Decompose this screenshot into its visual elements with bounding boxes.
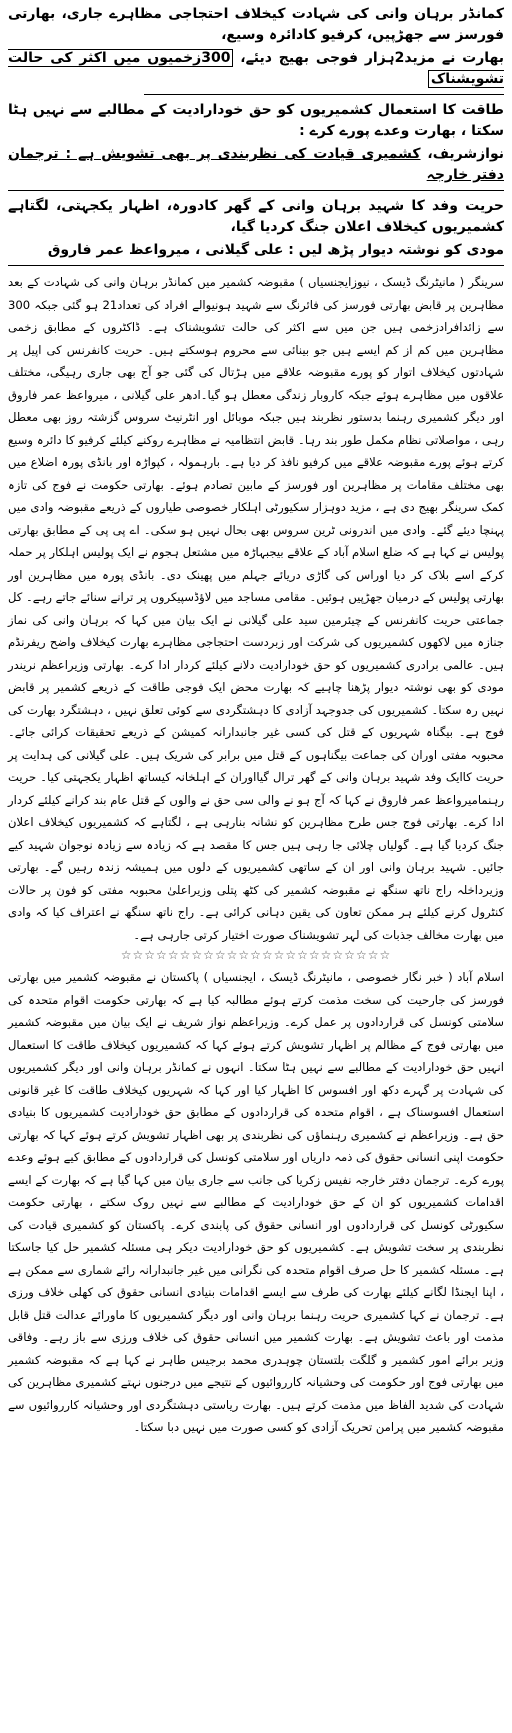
headline-1-line-2-text: بھارت نے مزید2ہزار فوجی بھیج دیئے، bbox=[240, 50, 505, 66]
headline-block-1 bbox=[8, 4, 504, 90]
headline-1-line-1: کمانڈر برہان وانی کی شہادت کیخلاف احتجاجی مظاہرے جاری، بھارتی فورسز سے جھڑپیں، کرفیو کادائرہ وسیع، bbox=[8, 6, 504, 43]
headline-1-line-2 bbox=[8, 48, 504, 90]
divider bbox=[8, 190, 504, 191]
divider bbox=[8, 265, 504, 266]
headline-2-line-2-text: نوازشریف، bbox=[427, 146, 504, 162]
headline-3-line-1: حریت وفد کا شہید برہان وانی کے گھر کادورہ، اظہار یکجہتی، لگتاہے کشمیریوں کیخلاف اعلان جنگ کردیا گیا، bbox=[8, 198, 504, 235]
article-body-1: سرینگر ( مانیٹرنگ ڈیسک ، نیوزایجنسیاں ) مقبوضہ کشمیر میں کمانڈر برہان وانی کی شہادت کے بعد مظاہرین پر قابض بھارتی فورسز کی فائرنگ سے شہید ہونیوالے افراد کی تعداد21 ہو گئی جبکہ 300 سے زائدافرادزخمی ہیں جن میں سے اکثر کی حالت تشویشناک ہے۔ ڈاکٹروں کے مطابق زخمی مظاہرین میں کم از کم ایسے ہیں جو بینائی سے محروم ہوسکتے ہیں۔ حریت کانفرنس کی اپیل پر شہادتوں کیخلاف اتوار کو پورے مقبوضہ علاقے میں ہڑتال کی گئی جو آج بھی جاری رہیگی، مختلف علاقوں میں مظاہرے ہوئے جبکہ کاروبار زندگی معطل ہو گیا۔ادھر علی گیلانی ، میرواعظ عمر فاروق اور دیگر کشمیری رہنما بدستور نظربند ہیں جبکہ موبائل اور انٹرنیٹ سروس گزشتہ روز بھی معطل رہی ، مواصلاتی نظام مکمل طور بند رہا۔ قابض انتظامیہ نے مظاہرے روکنے کیلئے کرفیو کا دائرہ وسیع کرتے ہوئے پورے مقبوضہ علاقے میں کرفیو نافذ کر دیا ہے۔ بارہمولہ ، کپواڑہ اور بانڈی پورہ اضلاع میں بھی مختلف مقامات پر مظاہرین اور فورسز کے مابین تصادم ہوئے۔ بھارتی حکومت نے فوج کی تازہ کمک سرینگر بھیج دی ہے ، مزید دوہزار سکیورٹی اہلکار خصوصی طیاروں کے ذریعے مقبوضہ وادی میں پہنچا دیئے گئے۔ وادی میں اندرونی ٹرین سروس بھی بحال نہیں ہو سکی۔ اے پی پی کے مطابق بھارتی پولیس نے کہا ہے کہ ضلع اسلام آباد کے علاقے بیجبہاڑہ میں مشتعل ہجوم نے ایک پولیس اہلکار پر حملہ کرکے اسے بلاک کر دیا اوراس کی گاڑی دریائے جہلم میں پھینک دی۔ بانڈی پورہ میں مظاہرین اور بھارتی پولیس کے درمیان جھڑپیں ہوئیں۔ مقامی مساجد میں لاؤڈسپیکروں پر ترانے سنائے جاتے رہے۔ کل جماعتی حریت کانفرنس کے چیئرمین سید علی گیلانی نے ایک بیان میں کہا کہ برہان وانی کی نماز جنازہ میں لاکھوں کشمیریوں کی شرکت اور زبردست احتجاجی مظاہرے بھارت کیخلاف واضح ریفرنڈم ہیں۔ عالمی برادری کشمیریوں کو حق خودارادیت دلانے کیلئے کردار ادا کرے۔ بھارتی وزیراعظم نریندر مودی کو بھی نوشتہ دیوار پڑھنا چاہیے کہ بھارت محض ایک فوجی طاقت کے ذریعے کشمیر پر قابض نہیں رہ سکتا۔ کشمیریوں کی جدوجہد آزادی کا دہشتگردی سے کوئی تعلق نہیں ، دہشتگرد بھارت کی فوج ہے۔ بیگناہ شہریوں کے قتل کی کسی غیر جانبدارانہ کمیشن کے ذریعے تحقیقات کرائی جائے۔ محبوبہ مفتی اوران کی جماعت بیگناہوں کے قتل میں برابر کی شریک ہیں۔ علی گیلانی کی ہدایت پر حریت کاایک وفد شہید برہان وانی کے گھر ترال گیااوران کے اہلخانہ کیساتھ اظہار یکجہتی کیا۔ حریت رہنمامیرواعظ عمر فاروق نے کہا کہ آج ہو نے والی سی حق نے والوں کے قتل عام بند کرانے کیلئے کردار ادا کرے۔ بھارتی فوج جس طرح مظاہرین کو نشانہ بنارہی ہے ، لگتاہے کہ کشمیریوں کیخلاف اعلان جنگ کردیا گیا ہے۔ گولیاں چلائی جا رہی ہیں جس کا مقصد ہے کہ زیادہ سے زیادہ نوجوان شہید کیے جائیں۔ شہید برہان وانی اور ان کے ساتھی کشمیریوں کے دلوں میں ہمیشہ زندہ رہیں گے۔ بھارتی وزیرداخلہ راج ناتھ سنگھ نے مقبوضہ کشمیر کی کٹھ پتلی وزیراعلیٰ محبوبہ مفتی کو فون پر حالات کنٹرول کرنے کیلئے ہر ممکن تعاون کی یقین دہانی کرائی ہے۔ راج ناتھ سنگھ نے اعتراف کیا کہ وادی میں بھارت مخالف جذبات کی لہر تشویشناک صورت اختیار کرتی جارہی ہے۔ bbox=[8, 275, 504, 942]
headline-block-2 bbox=[8, 100, 504, 186]
headline-2-underlined-text: کشمیری قیادت کی نظربندی پر بھی تشویش ہے : ترجمان دفتر خارجہ bbox=[8, 146, 504, 183]
divider bbox=[144, 94, 504, 95]
headline-2-line-1: طاقت کا استعمال کشمیریوں کو حق خودارادیت کے مطالبے سے نہیں ہٹا سکتا ، بھارت وعدے پورے کرے : bbox=[8, 102, 504, 139]
headline-block-3 bbox=[8, 196, 504, 261]
headline-3-line-2: مودی کو نوشتہ دیوار پڑھ لیں : علی گیلانی ، میرواعظ عمر فاروق bbox=[47, 242, 504, 258]
star-separator: ☆☆☆☆☆☆☆☆☆☆☆☆☆☆☆☆☆☆☆☆☆☆☆ bbox=[120, 948, 392, 962]
headline-1-boxed-text: 300زخمیوں میں اکثر کی حالت تشویشناک bbox=[8, 50, 504, 87]
article-body-2: اسلام آباد ( خبر نگار خصوصی ، مانیٹرنگ ڈیسک ، ایجنسیاں ) پاکستان نے مقبوضہ کشمیر میں بھارتی فورسز کی جارحیت کی سخت مذمت کرتے ہوئے مطالبہ کیا ہے کہ بھارتی حکومت اقوام متحدہ کی سلامتی کونسل کی قراردادوں پر عمل کرے۔ وزیراعظم نواز شریف نے ایک بیان میں مقبوضہ کشمیر میں بھارتی فوج کے مظالم پر اظہار تشویش کرتے ہوئے کہا کہ کشمیریوں کیخلاف طاقت کا استعمال انہیں حق خودارادیت کے مطالبے سے نہیں ہٹا سکتا۔ انہوں نے کمانڈر برہان وانی اور دیگر کشمیریوں کی شہادت پر گہرے دکھ اور افسوس کا اظہار کیا اور کہا کہ شہریوں کیخلاف طاقت کا غیر قانونی استعمال افسوسناک ہے ، اقوام متحدہ کی قراردادوں کے مطابق حق خودارادیت کشمیریوں کا بنیادی حق ہے۔ وزیراعظم نے کشمیری رہنماؤں کی نظربندی پر بھی اظہار تشویش کرتے ہوئے کہا کہ بھارتی حکومت اپنی انسانی حقوق کی ذمہ داریاں اور سلامتی کونسل کی قراردادوں کے مطابق کیے ہوئے وعدے پورے کرے۔ ترجمان دفتر خارجہ نفیس زکریا کی جانب سے جاری بیان میں کہا گیا ہے کہ بھارت کے ایسے اقدامات کشمیریوں کو ان کے حق خودارادیت کے مطالبے سے نہیں روک سکتے ، بھارتی حکومت سکیورٹی کونسل کی قراردادوں اور انسانی حقوق کی پابندی کرے۔ پاکستان کو کشمیری قیادت کی نظربندی پر سخت تشویش ہے۔ کشمیریوں کو حق خودارادیت دیکر ہی مسئلہ کشمیر حل کیا جاسکتا ہے۔ مسئلہ کشمیر کا حل صرف اقوام متحدہ کی نگرانی میں غیر جانبدارانہ رائے شماری سے ممکن ہے ، اپنا ایجنڈا لگانے کیلئے بھارت کی طرف سے ایسے اقدامات بنیادی انسانی حقوق کی کھلی خلاف ورزی ہے۔ ترجمان نے کہا کشمیری حریت رہنما برہان وانی اور دیگر کشمیریوں کا ماورائے عدالت قتل قابل مذمت اور باعث تشویش ہے۔ بھارت کشمیر میں انسانی حقوق کی خلاف ورزی سے باز رہے۔ وفاقی وزیر برائے امور کشمیر و گلگت بلتستان چوہدری محمد برجیس طاہر نے کہا ہے کہ مقبوضہ کشمیر میں بھارتی فوج اور حکومت کی وحشیانہ کارروائیوں کے نتیجے میں درجنوں نہتے کشمیری مظاہرین کی شہادت کی شدید الفاظ میں مذمت کرتے ہیں۔ بھارت ریاستی دہشتگردی اور وحشیانہ کارروائیوں سے مقبوضہ کشمیر میں پرامن تحریک آزادی کو کسی صورت میں نہیں دبا سکتا۔ bbox=[8, 970, 504, 1434]
headline-2-line-2 bbox=[8, 144, 504, 186]
